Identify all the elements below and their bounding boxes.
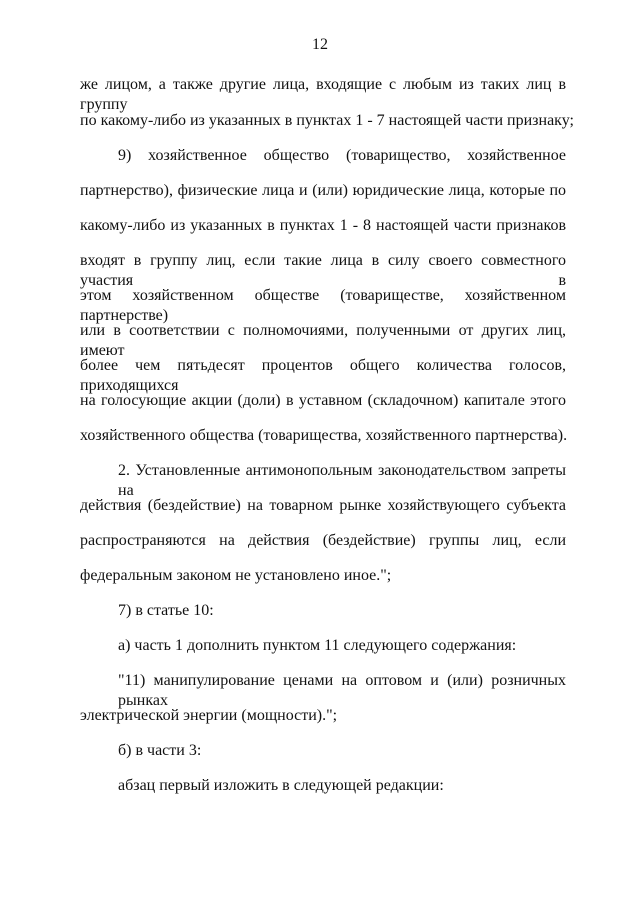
text-line: по какому-либо из указанных в пунктах 1 - 7 настоящей части признаку;: [80, 112, 574, 129]
text-line: "11) манипулирование ценами на оптовом и (или) розничных рынках: [118, 672, 566, 709]
page-number: 12: [312, 36, 328, 53]
text-line: распространяются на действия (бездействие) группы лиц, если: [80, 532, 566, 549]
text-line: 9) хозяйственное общество (товарищество, хозяйственное: [118, 147, 566, 164]
text-line: хозяйственного общества (товарищества, хозяйственного партнерства).: [80, 427, 568, 444]
text-line: этом хозяйственном обществе (товариществе, хозяйственном партнерстве): [80, 287, 566, 324]
text-line: а) часть 1 дополнить пунктом 11 следующего содержания:: [118, 637, 517, 654]
text-line: электрической энергии (мощности).";: [80, 707, 338, 724]
text-line: действия (бездействие) на товарном рынке хозяйствующего субъекта: [80, 497, 566, 514]
text-line: более чем пятьдесят процентов общего количества голосов, приходящихся: [80, 357, 566, 394]
text-line: 7) в статье 10:: [118, 602, 214, 619]
text-line: партнерство), физические лица и (или) юридические лица, которые по: [80, 182, 566, 199]
text-line: или в соответствии с полномочиями, полученными от других лиц, имеют: [80, 322, 566, 359]
text-line: федеральным законом не установлено иное.";: [80, 567, 392, 584]
text-line: абзац первый изложить в следующей редакции:: [118, 777, 444, 794]
text-line: на голосующие акции (доли) в уставном (складочном) капитале этого: [80, 392, 566, 409]
text-line: б) в части 3:: [118, 742, 202, 759]
text-line: 2. Установленные антимонопольным законодательством запреты на: [118, 462, 566, 499]
text-line: же лицом, а также другие лица, входящие с любым из таких лиц в группу: [80, 76, 566, 113]
text-line: входят в группу лиц, если такие лица в силу своего совместного участия в: [80, 252, 566, 289]
text-line: какому-либо из указанных в пунктах 1 - 8 настоящей части признаков: [80, 217, 566, 234]
